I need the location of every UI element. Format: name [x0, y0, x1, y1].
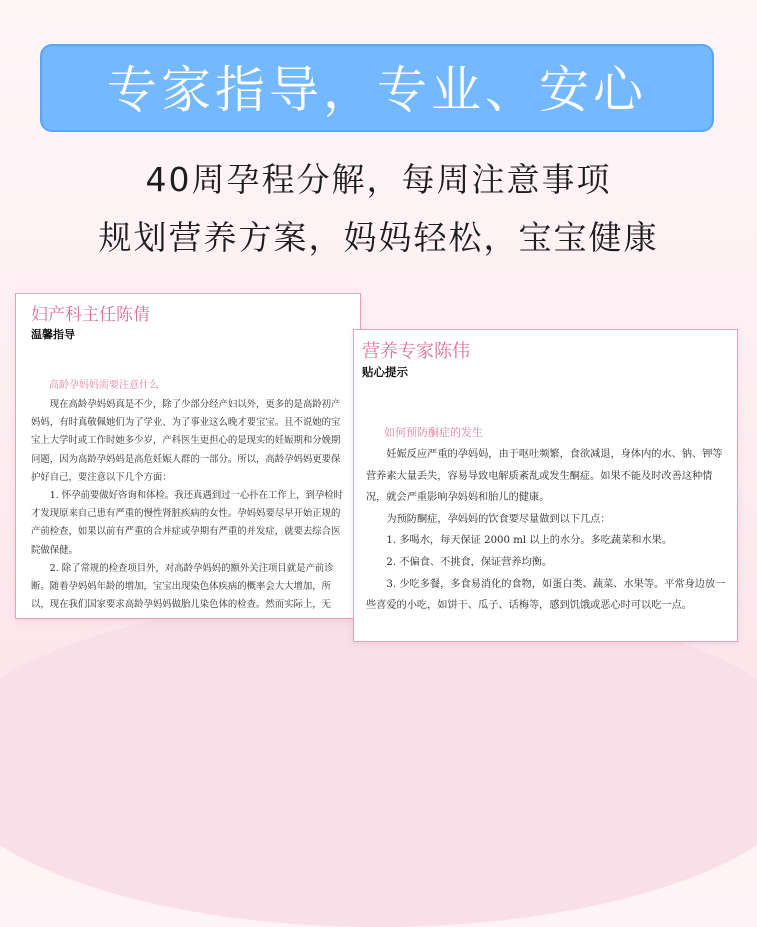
card-paragraph: 1. 怀孕前要做好咨询和体检。我还真遇到过一心扑在工作上，到孕检时才发现原来自己患有严重的慢性肾脏疾病的女性。孕妈妈要尽早开始正规的产前检查，如果以前有严重的合并症或孕期有严重的并发症，就要去综合医院做保健。 [31, 490, 343, 556]
card-section-heading: 如何预防酮症的发生 [384, 426, 483, 439]
expert-card-nutrition [353, 329, 738, 642]
card-section-heading: 高龄孕妈妈需要注意什么 [49, 380, 159, 391]
card-tag: 贴心提示 [362, 365, 408, 379]
card-paragraph: 1. 多喝水，每天保证 2000 ml 以上的水分。多吃蔬菜和水果。 [386, 535, 673, 547]
headline-banner [40, 44, 714, 132]
card-paragraph: 2. 除了常规的检查项目外，对高龄孕妈妈的额外关注项目就是产前诊断。随着孕妈妈年龄的增加，宝宝出现染色体疾病的概率会大大增加，所以，现在我们国家要求高龄孕妈妈做胎儿染色体的检查。然而实际上，无 [31, 562, 334, 611]
card-title: 营养专家陈伟 [362, 341, 470, 362]
card-tag: 温馨指导 [31, 328, 75, 341]
subtitle-line-1: 40周孕程分解，每周注意事项 [145, 160, 612, 199]
expert-card-obstetrics [15, 293, 361, 619]
card-paragraph: 3. 少吃多餐，多食易消化的食物，如蛋白类、蔬菜、水果等。平常身边放一些喜爱的小吃，如饼干、瓜子、话梅等，感到饥饿或恶心时可以吃一点。 [366, 578, 726, 612]
card-paragraph: 现在高龄孕妈妈真是不少，除了少部分经产妇以外，更多的是高龄初产妈妈，有时真敬佩她们为了学业、为了事业这么晚才要宝宝。且不说她的宝宝上大学时或工作时她多少岁，产科医生更担心的是现实的妊娠期和分娩期问题，因为高龄孕妈妈是高危妊娠人群的一部分。所以，高龄孕妈妈更要保护好自己，要注意以下几个方面： [31, 399, 341, 483]
banner-title: 专家指导，专业、安心 [107, 61, 647, 119]
subtitle-line-2: 规划营养方案，妈妈轻松，宝宝健康 [98, 218, 659, 257]
card-body [366, 444, 730, 617]
background-wave [0, 597, 757, 927]
card-paragraph: 为预防酮症，孕妈妈的饮食要尽量做到以下几点： [386, 513, 611, 525]
card-title: 妇产科主任陈倩 [31, 305, 150, 325]
card-paragraph: 妊娠反应严重的孕妈妈，由于呕吐频繁，食欲减退，身体内的水、钠、钾等营养素大量丢失，容易导致电解质紊乱或发生酮症。如果不能及时改善这种情况，就会严重影响孕妈妈和胎儿的健康。 [366, 449, 723, 504]
card-body [31, 396, 349, 614]
card-paragraph: 2. 不偏食、不挑食，保证营养均衡。 [386, 556, 553, 568]
